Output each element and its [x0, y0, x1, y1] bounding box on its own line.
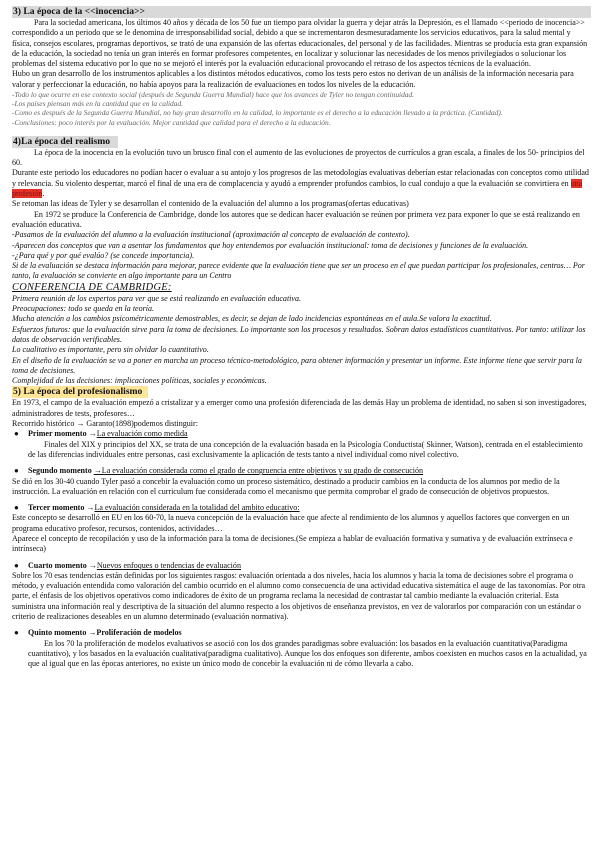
- paragraph: La época de la inocencia en la evolución tuvo un brusco final con el aumento de las evoluciones de proyectos de currículos a gran escala, a finales de los 50- principios del 60.: [12, 147, 585, 168]
- note-line: -Todo lo que ocurre en ese contexto social (después de Segunda Guerra Mundial) hace que los avances de Tyler no tengan continuidad.: [12, 90, 415, 100]
- bullet-icon: ●: [14, 429, 19, 439]
- paragraph: Se dió en los 30-40 cuando Tyler pasó a concebir la evaluación como un proceso sistemático, destinado a producir cambios en la conducta de los alumnos por medio de la instrucción. La evaluación en relación con el curriculum fue considerada como el mecanismo que permita comprobar el grado de consecución de objetivos propuestos.: [12, 476, 560, 496]
- paragraph: En los 70 la proliferación de modelos evaluativos se asoció con los dos grandes paradigmas sobre evaluación: los basados en la evaluación cuantitativa(Paradigma cuantitativo), y los basados en la evaluación cualitativa(paradigma cualitativo). Aunque los dos enfoques son diferente, ambos coexisten en muchos casos en la actualidad, ya que al igual que en las épocas anteriores, no existe un único modo de concebir la evaluación ni de cómo llevarla a cabo.: [28, 638, 587, 669]
- arrow-icon: →: [88, 429, 97, 439]
- paragraph: Se retoman las ideas de Tyler y se desarrollan el contenido de la evaluación del alumno a los programas(ofertas educativas): [12, 199, 409, 209]
- bullet-icon: ●: [14, 560, 19, 570]
- paragraph: Sobre los 70 esas tendencias están definidas por los siguientes rasgos: evaluación orientada a dos niveles, hacia los alumnos y hacia la toma de decisiones sobre el programa o método, y evaluación entendida como valoración del cambio ocurrido en el alumno como consecuencia de una actividad educativa sistemática el auge de las taxonomías. Por otra parte, el énfasis de los objetivos operativos como indicadores de éxito de un programa reclama la necesidad de contrastar tal cambio mediante la evaluación criterial. Esta suministra una información real y descriptiva de la situación del alumno respecto a los objetivos de enseñanza previstos, en vez de valorarlos por comparación con un estándar o criterio de realizaciones deseables en un alumno determinado (evaluación normativa).: [12, 570, 586, 622]
- italic-line: Esfuerzos futuros: que la evaluación sirve para la toma de decisiones. Lo importante son los procesos y resultados. Sobran datos estadísticos cuantitativos. Por tanto: utilizar los datos de observación verificables.: [12, 324, 586, 344]
- section-4-heading: 4)La época del realismo: [12, 136, 118, 148]
- paragraph: En 1972 se produce la Conferencia de Cambridge, donde los autores que se dedican hacer evaluación se reúnen por primera vez para exponer lo que se está realizando en evaluación educativa.: [12, 209, 580, 229]
- paragraph: Hubo un gran desarrollo de los instrumentos aplicables a los distintos métodos educativos, como los tests pero estos no derivan de un análisis de la información necesaria para valorar y perfeccionar la educación, no había apoyos para la realización de evaluaciones en todos los niveles de la educación.: [12, 69, 574, 89]
- italic-line: En el diseño de la evaluación se va a poner en marcha un proceso técnico-metodológico, para obtener información y presentar un informe. Este informe tiene que servir para la toma de decisiones.: [12, 355, 582, 375]
- italic-line: -Pasamos de la evaluación del alumno a la evaluación institucional (aproximación al concepto de evaluación de contexto).: [12, 230, 410, 240]
- italic-line: Preocupaciones: todo se queda en la teoría.: [12, 304, 155, 314]
- italic-line: Complejidad de las decisiones: implicaciones políticas, sociales y económicas.: [12, 376, 267, 386]
- moment-title: La evaluación considerada en la totalidad del ambito educativo:: [94, 503, 300, 513]
- moment-title: →La evaluación considerada como el grado de congruencia entre objetivos y su grado de consecución: [93, 466, 424, 476]
- paragraph: Finales del XIX y principios del XX, se trata de una concepción de la evaluación basada en la Psicología Conductista( Skinner, Watson), centrada en el establecimiento de las diferencias individuales entre personas, casi exclusivamente la aplicación de tests tanto a nivel individual como nivel colectivo.: [28, 439, 583, 459]
- moment-title: Nuevos enfoques o tendencias de evaluación: [96, 560, 241, 570]
- arrow-icon: →: [86, 503, 95, 513]
- moment-5: [12, 628, 590, 638]
- moment-2: [12, 466, 590, 476]
- moment-title: La evaluación como medida: [96, 429, 188, 439]
- moment-label: Cuarto momento: [28, 560, 87, 570]
- section-3-heading: 3) La época de la <<inocencia>>: [12, 6, 591, 18]
- cambridge-heading: CONFERENCIA DE CAMBRIDGE:: [12, 281, 172, 293]
- note-line: -Como es después de la Segunda Guerra Mundial, no hay gran desarrollo en la calidad, lo importante es el derecho a la educación llevado a la práctica. (Cantidad).: [12, 108, 503, 118]
- moment-label: Tercer momento: [28, 503, 85, 513]
- moment-4: [12, 561, 590, 571]
- paragraph: Para la sociedad americana, los últimos 40 años y década de los 50 fue un tiempo para olvidar la guerra y dejar atrás la Depresión, es el llamado <<periodo de inocencia>> correspondido a un periodo que se le denomina de irresponsabilidad social, debido a que se incrementaron desmesuradamente los servicios educativos, para la salud mental y física, consejos escolares, programas deportivos, se trató de una expansión de las ofertas educacionales, del personal y de las facilidades. Mientras se producía esta gran expansión de la educación, la sociedad no tenía un gran interés en formar profesores competentes, en localizar y solucionar las necesidades de los menos privilegiados o solucionar los problemas del sistema educativo por lo que no se mejoró el interés por la evaluación educacional provocando el retraso de los aspectos técnicos de la evaluación.: [12, 18, 588, 69]
- bullet-icon: ●: [14, 503, 19, 513]
- paragraph: En 1973, el campo de la evaluación empezó a cristalizar y a emerger como una profesión diferenciada de las demás Hay un problema de identidad, no saben si son investigadores, administradores de tests, profesores…: [12, 398, 587, 418]
- italic-line: Primera reunión de los expertos para ver que se está realizando en evaluación educativa.: [12, 293, 302, 303]
- italic-line: Lo cualitativo es importante, pero sin olvidar lo cuantitativo.: [12, 345, 209, 355]
- paragraph-end: .: [42, 189, 45, 199]
- italic-line: -Aparecen dos conceptos que van a asentar los fundamentos que hoy entendemos por evaluación institucional: toma de decisiones y funciones de la evaluación.: [12, 240, 529, 250]
- moment-3: [12, 503, 590, 513]
- highlighted-text: una profesión: [12, 178, 583, 199]
- moment-title: →Proliferación de modelos: [88, 628, 182, 638]
- moment-label: Primer momento: [28, 429, 87, 439]
- arrow-icon: →: [88, 560, 97, 570]
- paragraph: Recorrido histórico → Garanto(1898)podemos distinguir:: [12, 419, 198, 429]
- paragraph: [12, 168, 590, 199]
- note-line: -Los países piensan más en la cantidad que en la calidad.: [12, 99, 183, 109]
- italic-line: Si de la evaluación se destaca información para mejorar, parece evidente que la evaluación tiene que ser un proceso en el que puedan participar los profesionales, centros… Por tanto, la evaluación se convierte en algo importante para un Centro: [12, 261, 585, 281]
- moment-label: Quinto momento: [28, 628, 87, 638]
- italic-line: Mucha atención a los cambios psicométricamente demostrables, es decir, se dejan de lado incidencias espontáneas en el aula.Se valora la exactitud.: [12, 314, 492, 324]
- moment-1: [12, 429, 590, 439]
- section-5-heading: 5) La época del profesionalismo: [12, 386, 148, 398]
- note-line: -Conclusiones: poco interés por la evaluación. Mejor cantidad que calidad para el derecho a la educación.: [12, 117, 331, 127]
- moment-label: Segundo momento: [28, 466, 92, 476]
- paragraph: Este concepto se desarrolló en EU en los 60-70, la nueva concepción de la evaluación hace que afecte al rendimiento de los alumnos y aquellos factores que convergen en un programa educativo profesor, recursos, contenidos, actividades…: [12, 513, 570, 533]
- bullet-icon: ●: [14, 628, 19, 638]
- paragraph: Aparece el concepto de recopilación y uso de la información para la toma de decisiones.(Se empieza a hablar de evaluación formativa y sumativa y de evaluación extrínseca e intrínseca): [12, 533, 573, 554]
- paragraph-text: Durante este periodo los educadores no podían hacer o evaluar a su antojo y los progresos de las metodologías evaluativas deberían estar relacionadas con conceptos como utilidad y relevancia. Su violento despertar, marcó el final de una era de complacencia y ayudó a emprender profundos cambios, lo cual condujo a que la evaluación se convirtiera en: [12, 168, 589, 188]
- bullet-icon: ●: [14, 466, 19, 476]
- italic-line: -¿Para qué y por qué evalúo? (se concede importancia).: [12, 250, 195, 260]
